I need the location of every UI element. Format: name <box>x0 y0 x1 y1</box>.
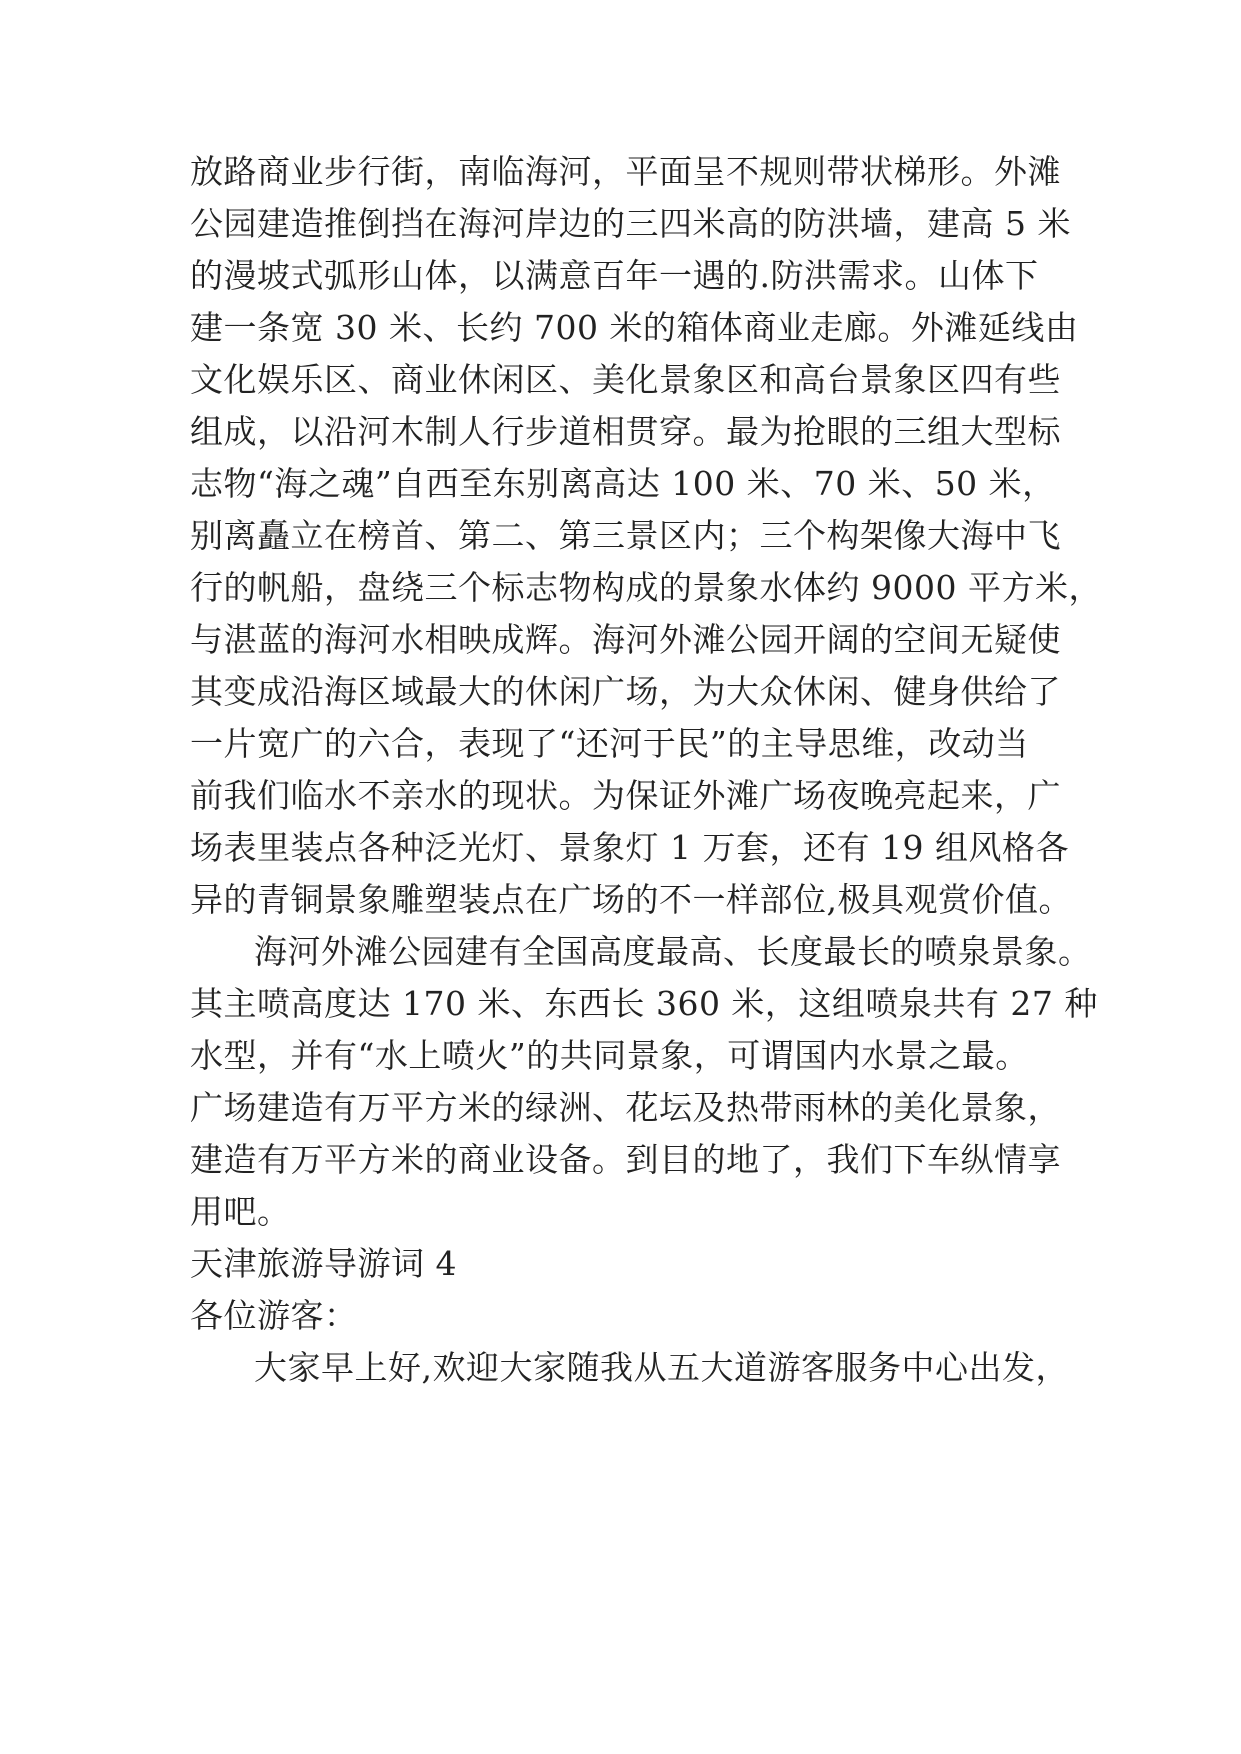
text-line: 文化娱乐区、商业休闲区、美化景象区和高台景象区四有些 <box>190 360 1061 399</box>
text-line: 异的青铜景象雕塑装点在广场的不一样部位,极具观赏价值。 <box>190 880 1072 919</box>
text-line: 前我们临水不亲水的现状。为保证外滩广场夜晚亮起来，广 <box>190 776 1061 815</box>
salutation: 各位游客： <box>190 1296 358 1335</box>
text-line: 场表里装点各种泛光灯、景象灯 1 万套，还有 19 组风格各 <box>190 828 1069 867</box>
text-line: 其主喷高度达 170 米、东西长 360 米，这组喷泉共有 27 种 <box>190 984 1098 1023</box>
text-line: 用吧。 <box>190 1192 291 1231</box>
text-line: 志物“海之魂”自西至东别离高达 100 米、70 米、50 米， <box>190 464 1056 503</box>
text-line: 其变成沿海区域最大的休闲广场，为大众休闲、健身供给了 <box>190 672 1061 711</box>
section-title: 天津旅游导游词 4 <box>190 1244 457 1283</box>
text-line: 放路商业步行街，南临海河，平面呈不规则带状梯形。外滩 <box>190 152 1061 191</box>
text-line: 别离矗立在榜首、第二、第三景区内；三个构架像大海中飞 <box>190 516 1061 555</box>
text-line: 建造有万平方米的商业设备。到目的地了，我们下车纵情享 <box>190 1140 1061 1179</box>
paragraph-first-line: 海河外滩公园建有全国高度最高、长度最长的喷泉景象。 <box>254 932 1092 971</box>
text-line: 的漫坡式弧形山体，以满意百年一遇的.防洪需求。山体下 <box>190 256 1039 295</box>
text-line: 与湛蓝的海河水相映成辉。海河外滩公园开阔的空间无疑使 <box>190 620 1061 659</box>
text-line: 公园建造推倒挡在海河岸边的三四米高的防洪墙，建高 5 米 <box>190 204 1071 243</box>
text-line: 广场建造有万平方米的绿洲、花坛及热带雨林的美化景象， <box>190 1088 1061 1127</box>
paragraph-first-line: 大家早上好,欢迎大家随我从五大道游客服务中心出发， <box>254 1348 1069 1387</box>
text-line: 行的帆船，盘绕三个标志物构成的景象水体约 9000 平方米， <box>190 568 1102 607</box>
text-line: 水型，并有“水上喷火”的共同景象，可谓国内水景之最。 <box>190 1036 1029 1075</box>
text-line: 一片宽广的六合，表现了“还河于民”的主导思维，改动当 <box>190 724 1029 763</box>
text-line: 组成，以沿河木制人行步道相贯穿。最为抢眼的三组大型标 <box>190 412 1061 451</box>
text-line: 建一条宽 30 米、长约 700 米的箱体商业走廊。外滩延线由 <box>190 308 1079 347</box>
